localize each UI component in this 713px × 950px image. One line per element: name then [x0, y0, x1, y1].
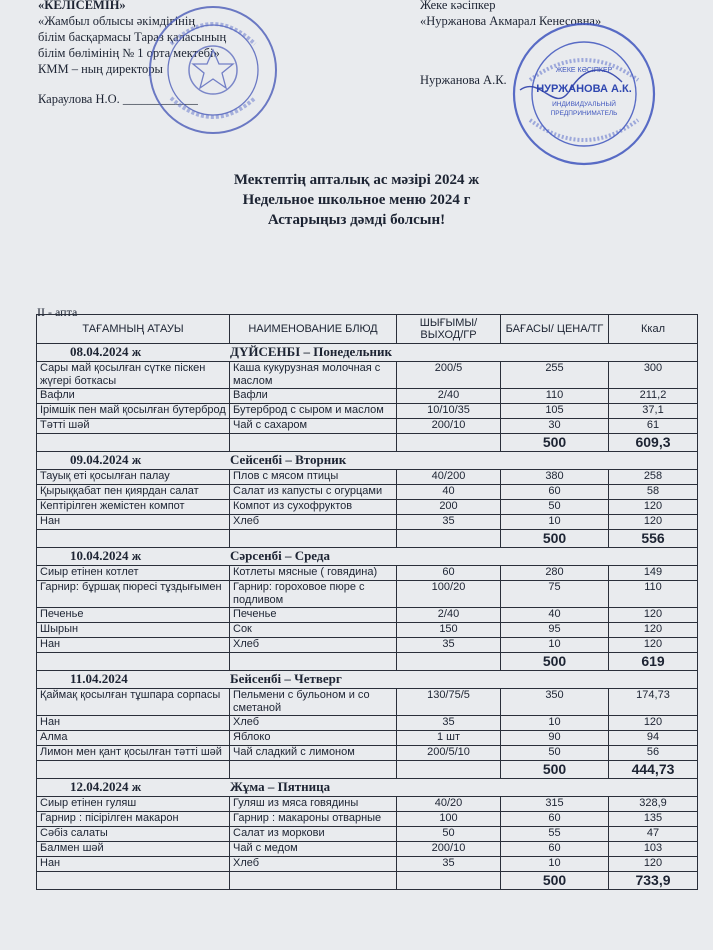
dish-price: 10	[501, 716, 609, 731]
dish-name-ru: Яблоко	[230, 731, 397, 746]
dish-name-kz: Тәтті шәй	[37, 419, 230, 434]
empty-cell	[230, 530, 397, 548]
dish-price: 75	[501, 581, 609, 608]
dish-price: 10	[501, 515, 609, 530]
table-row	[37, 746, 698, 761]
day-header-row	[37, 671, 698, 689]
empty-cell	[230, 872, 397, 890]
dish-name-ru: Котлеты мясные ( говядина)	[230, 566, 397, 581]
dish-name-kz: Кептірілген жемістен компот	[37, 500, 230, 515]
dish-kcal: 56	[609, 746, 698, 761]
dish-name-kz: Сары май қосылған сүтке піскен жүгері боткасы	[37, 362, 230, 389]
stamp-role-1: ИНДИВИДУАЛЬНЫЙ	[552, 101, 616, 108]
day-name: Жұма – Пятница	[230, 779, 331, 794]
dish-name-ru: Вафли	[230, 389, 397, 404]
dish-price: 315	[501, 797, 609, 812]
dish-kcal: 120	[609, 857, 698, 872]
dish-name-ru: Печенье	[230, 608, 397, 623]
dish-name-kz: Вафли	[37, 389, 230, 404]
dish-name-ru: Салат из капусты с огурцами	[230, 485, 397, 500]
table-row	[37, 857, 698, 872]
stamp-role-2: ПРЕДПРИНИМАТЕЛЬ	[550, 110, 618, 117]
dish-name-ru: Хлеб	[230, 515, 397, 530]
day-header-cell	[37, 548, 698, 566]
day-name: Сейсенбі – Вторник	[230, 452, 347, 467]
day-date: 11.04.2024	[70, 671, 128, 686]
dish-kcal: 211,2	[609, 389, 698, 404]
day-header-row	[37, 779, 698, 797]
dish-price: 40	[501, 608, 609, 623]
entrepreneur-signer: Нуржанова А.К.	[420, 73, 507, 87]
col-header-output: ШЫҒЫМЫ/ ВЫХОД/ГР	[397, 315, 501, 344]
dish-name-ru: Компот из сухофруктов	[230, 500, 397, 515]
dish-output: 35	[397, 857, 501, 872]
dish-name-kz: Печенье	[37, 608, 230, 623]
day-name: ДҮЙСЕНБІ – Понедельник	[230, 344, 392, 359]
table-row	[37, 362, 698, 389]
school-stamp	[147, 4, 279, 136]
dish-name-kz: Қырыққабат пен қиярдан салат	[37, 485, 230, 500]
dish-name-ru: Гарнир : макароны отварные	[230, 812, 397, 827]
approval-heading: «КЕЛІСЕМІН»	[38, 0, 126, 12]
dish-output: 50	[397, 827, 501, 842]
table-row	[37, 623, 698, 638]
dish-price: 55	[501, 827, 609, 842]
day-date: 12.04.2024 ж	[70, 779, 142, 794]
dish-price: 105	[501, 404, 609, 419]
dish-name-kz: Нан	[37, 515, 230, 530]
dish-output: 60	[397, 566, 501, 581]
dish-price: 60	[501, 812, 609, 827]
dish-name-kz: Тауық еті қосылған палау	[37, 470, 230, 485]
entrepreneur-stamp	[510, 20, 658, 168]
dish-name-ru: Чай сладкий с лимоном	[230, 746, 397, 761]
day-total-kcal: 444,73	[609, 761, 698, 779]
dish-price: 60	[501, 485, 609, 500]
dish-output: 40	[397, 485, 501, 500]
table-row	[37, 842, 698, 857]
entrepreneur-line-2: «Нуржанова Акмарал Кенесовна»	[420, 14, 602, 28]
col-header-ru: НАИМЕНОВАНИЕ БЛЮД	[230, 315, 397, 344]
dish-name-ru: Бутерброд с сыром и маслом	[230, 404, 397, 419]
table-row	[37, 608, 698, 623]
table-row	[37, 389, 698, 404]
day-header-row	[37, 344, 698, 362]
title-wish: Астарыңыз дәмді болсын!	[267, 212, 446, 228]
dish-output: 200/10	[397, 419, 501, 434]
dish-output: 40/20	[397, 797, 501, 812]
table-row	[37, 485, 698, 500]
dish-name-ru: Пельмени с бульоном и со сметаной	[230, 689, 397, 716]
dish-price: 30	[501, 419, 609, 434]
dish-price: 60	[501, 842, 609, 857]
dish-kcal: 58	[609, 485, 698, 500]
day-date: 08.04.2024 ж	[70, 344, 142, 359]
dish-kcal: 300	[609, 362, 698, 389]
day-total-kcal: 733,9	[609, 872, 698, 890]
dish-output: 130/75/5	[397, 689, 501, 716]
approval-line-3: білім бөлімінің № 1 орта мектебі»	[38, 46, 220, 60]
table-row	[37, 797, 698, 812]
dish-price: 50	[501, 500, 609, 515]
menu-table	[36, 314, 698, 890]
dish-price: 280	[501, 566, 609, 581]
dish-name-kz: Ірімшік пен май қосылған бутерброд	[37, 404, 230, 419]
dish-price: 50	[501, 746, 609, 761]
day-header-cell	[37, 344, 698, 362]
dish-name-kz: Қаймақ қосылған тұшпара сорпасы	[37, 689, 230, 716]
table-row	[37, 581, 698, 608]
dish-price: 255	[501, 362, 609, 389]
dish-kcal: 103	[609, 842, 698, 857]
table-row	[37, 500, 698, 515]
dish-kcal: 258	[609, 470, 698, 485]
dish-kcal: 174,73	[609, 689, 698, 716]
dish-name-kz: Сиыр етінен котлет	[37, 566, 230, 581]
dish-kcal: 110	[609, 581, 698, 608]
dish-name-ru: Хлеб	[230, 638, 397, 653]
approval-line-1: «Жамбыл облысы әкімдігінің	[38, 14, 196, 28]
dish-name-kz: Шырын	[37, 623, 230, 638]
col-header-kcal: Ккал	[609, 315, 698, 344]
dish-kcal: 120	[609, 716, 698, 731]
table-row	[37, 470, 698, 485]
day-header-cell	[37, 671, 698, 689]
dish-name-kz: Гарнир: бұршақ пюресі тұздығымен	[37, 581, 230, 608]
dish-output: 200	[397, 500, 501, 515]
dish-name-ru: Сок	[230, 623, 397, 638]
dish-kcal: 135	[609, 812, 698, 827]
dish-price: 110	[501, 389, 609, 404]
empty-cell	[37, 530, 230, 548]
day-date: 09.04.2024 ж	[70, 452, 142, 467]
dish-kcal: 149	[609, 566, 698, 581]
day-total-kcal: 609,3	[609, 434, 698, 452]
table-row	[37, 827, 698, 842]
menu-titles	[0, 170, 713, 230]
day-header-row	[37, 452, 698, 470]
day-total-row	[37, 530, 698, 548]
dish-kcal: 120	[609, 623, 698, 638]
day-name: Бейсенбі – Четверг	[230, 671, 342, 686]
day-total-row	[37, 872, 698, 890]
dish-kcal: 120	[609, 638, 698, 653]
dish-kcal: 120	[609, 500, 698, 515]
dish-kcal: 328,9	[609, 797, 698, 812]
dish-name-ru: Чай с сахаром	[230, 419, 397, 434]
dish-name-ru: Чай с медом	[230, 842, 397, 857]
dish-output: 150	[397, 623, 501, 638]
dish-output: 200/10	[397, 842, 501, 857]
day-total-price: 500	[501, 872, 609, 890]
dish-output: 100/20	[397, 581, 501, 608]
empty-cell	[397, 434, 501, 452]
empty-cell	[397, 761, 501, 779]
table-row	[37, 689, 698, 716]
dish-kcal: 120	[609, 608, 698, 623]
dish-name-kz: Лимон мен қант қосылған тәтті шәй	[37, 746, 230, 761]
dish-output: 10/10/35	[397, 404, 501, 419]
day-header-cell	[37, 779, 698, 797]
dish-output: 200/5	[397, 362, 501, 389]
empty-cell	[397, 872, 501, 890]
dish-name-kz: Нан	[37, 857, 230, 872]
director-signer: Караулова Н.О. ____________	[38, 92, 198, 106]
dish-name-ru: Хлеб	[230, 716, 397, 731]
stamp-name: НУРЖАНОВА А.К.	[536, 83, 632, 95]
dish-output: 35	[397, 716, 501, 731]
day-total-price: 500	[501, 761, 609, 779]
dish-name-kz: Нан	[37, 638, 230, 653]
table-row	[37, 731, 698, 746]
dish-kcal: 61	[609, 419, 698, 434]
table-row	[37, 716, 698, 731]
day-total-price: 500	[501, 530, 609, 548]
dish-name-ru: Каша кукурузная молочная с маслом	[230, 362, 397, 389]
dish-output: 1 шт	[397, 731, 501, 746]
day-total-row	[37, 761, 698, 779]
week-label: II - апта	[37, 305, 78, 319]
day-total-kcal: 619	[609, 653, 698, 671]
empty-cell	[230, 761, 397, 779]
dish-name-kz: Гарнир : пісірілген макарон	[37, 812, 230, 827]
dish-name-ru: Гарнир: гороховое пюре с подливом	[230, 581, 397, 608]
dish-price: 10	[501, 638, 609, 653]
dish-price: 10	[501, 857, 609, 872]
dish-output: 40/200	[397, 470, 501, 485]
table-row	[37, 638, 698, 653]
dish-name-kz: Сәбіз салаты	[37, 827, 230, 842]
empty-cell	[397, 653, 501, 671]
day-total-price: 500	[501, 434, 609, 452]
table-header-row	[37, 315, 698, 344]
dish-price: 380	[501, 470, 609, 485]
dish-kcal: 120	[609, 515, 698, 530]
dish-kcal: 47	[609, 827, 698, 842]
dish-output: 200/5/10	[397, 746, 501, 761]
approval-line-2: білім басқармасы Тараз қаласының	[38, 30, 227, 44]
title-ru: Недельное школьное меню 2024 г	[242, 192, 471, 208]
empty-cell	[37, 872, 230, 890]
empty-cell	[37, 653, 230, 671]
empty-cell	[37, 761, 230, 779]
empty-cell	[397, 530, 501, 548]
dish-output: 2/40	[397, 389, 501, 404]
empty-cell	[37, 434, 230, 452]
dish-name-ru: Салат из моркови	[230, 827, 397, 842]
dish-name-kz: Сиыр етінен гуляш	[37, 797, 230, 812]
col-header-price: БАҒАСЫ/ ЦЕНА/ТГ	[501, 315, 609, 344]
day-total-row	[37, 434, 698, 452]
entrepreneur-line-1: Жеке кәсіпкер	[420, 0, 496, 12]
day-total-row	[37, 653, 698, 671]
dish-name-ru: Хлеб	[230, 857, 397, 872]
table-row	[37, 404, 698, 419]
table-row	[37, 812, 698, 827]
table-row	[37, 419, 698, 434]
empty-cell	[230, 434, 397, 452]
dish-name-kz: Алма	[37, 731, 230, 746]
day-total-kcal: 556	[609, 530, 698, 548]
dish-price: 350	[501, 689, 609, 716]
dish-output: 35	[397, 515, 501, 530]
dish-name-ru: Плов с мясом птицы	[230, 470, 397, 485]
title-kz: Мектептің апталық ас мәзірі 2024 ж	[233, 172, 480, 188]
dish-name-ru: Гуляш из мяса говядины	[230, 797, 397, 812]
dish-output: 2/40	[397, 608, 501, 623]
dish-output: 100	[397, 812, 501, 827]
approval-line-4: КММ – ның директоры	[38, 62, 163, 76]
day-date: 10.04.2024 ж	[70, 548, 142, 563]
col-header-kz: ТАҒАМНЫҢ АТАУЫ	[37, 315, 230, 344]
day-header-row	[37, 548, 698, 566]
dish-name-kz: Балмен шәй	[37, 842, 230, 857]
dish-price: 90	[501, 731, 609, 746]
dish-kcal: 37,1	[609, 404, 698, 419]
dish-name-kz: Нан	[37, 716, 230, 731]
day-name: Сәрсенбі – Среда	[230, 548, 330, 563]
day-header-cell	[37, 452, 698, 470]
dish-price: 95	[501, 623, 609, 638]
dish-kcal: 94	[609, 731, 698, 746]
dish-output: 35	[397, 638, 501, 653]
empty-cell	[230, 653, 397, 671]
stamp-top-text: ЖЕКЕ КӘСІПКЕР	[555, 67, 613, 74]
table-row	[37, 515, 698, 530]
day-total-price: 500	[501, 653, 609, 671]
table-row	[37, 566, 698, 581]
